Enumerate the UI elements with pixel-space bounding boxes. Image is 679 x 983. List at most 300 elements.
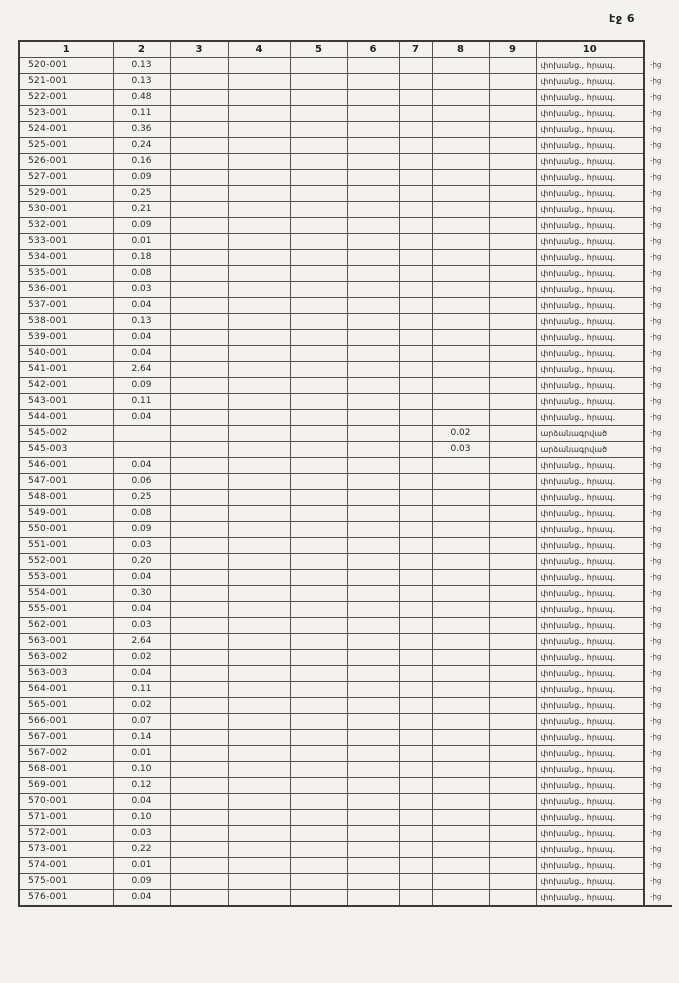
row-margin-note: -ից bbox=[650, 445, 662, 453]
cell-col2: 0.04 bbox=[113, 298, 170, 314]
cell-col3 bbox=[170, 74, 228, 90]
cell-col2: 0.04 bbox=[113, 890, 170, 907]
cell-col3 bbox=[170, 170, 228, 186]
cell-col2: 0.36 bbox=[113, 122, 170, 138]
cell-col4 bbox=[228, 394, 290, 410]
cell-col6 bbox=[347, 458, 399, 474]
cell-col5 bbox=[290, 538, 347, 554]
cell-col6 bbox=[347, 186, 399, 202]
cell-col3 bbox=[170, 186, 228, 202]
cell-col8 bbox=[432, 154, 489, 170]
cell-col6 bbox=[347, 154, 399, 170]
cell-col3 bbox=[170, 634, 228, 650]
cell-col4 bbox=[228, 554, 290, 570]
cell-col7 bbox=[399, 218, 432, 234]
cell-col1: 549-001 bbox=[19, 506, 113, 522]
cell-col1: 563-001 bbox=[19, 634, 113, 650]
cell-col6 bbox=[347, 618, 399, 634]
cell-col10: փոխանց., հրապ. bbox=[536, 666, 644, 682]
cell-col1: 554-001 bbox=[19, 586, 113, 602]
cell-col3 bbox=[170, 538, 228, 554]
row-margin-note: -ից bbox=[650, 253, 662, 261]
cell-col7 bbox=[399, 362, 432, 378]
cell-col1: 568-001 bbox=[19, 762, 113, 778]
cell-col2: 0.04 bbox=[113, 570, 170, 586]
cell-col5 bbox=[290, 74, 347, 90]
cell-col8 bbox=[432, 90, 489, 106]
cell-col1: 525-001 bbox=[19, 138, 113, 154]
cell-col9 bbox=[489, 474, 536, 490]
cell-col10: փոխանց., հրապ. bbox=[536, 874, 644, 890]
row-margin-note: -ից bbox=[650, 301, 662, 309]
cell-col7 bbox=[399, 186, 432, 202]
cell-col3 bbox=[170, 650, 228, 666]
row-margin-note: -ից bbox=[650, 877, 662, 885]
cell-col2: 0.04 bbox=[113, 330, 170, 346]
cell-col2: 0.21 bbox=[113, 202, 170, 218]
cell-col5 bbox=[290, 394, 347, 410]
row-margin-note: -ից bbox=[650, 493, 662, 501]
cell-col1: 534-001 bbox=[19, 250, 113, 266]
cell-col8 bbox=[432, 730, 489, 746]
cell-col2: 0.08 bbox=[113, 506, 170, 522]
cell-col1: 533-001 bbox=[19, 234, 113, 250]
cell-col1: 538-001 bbox=[19, 314, 113, 330]
cell-col3 bbox=[170, 410, 228, 426]
cell-col3 bbox=[170, 730, 228, 746]
row-margin-note: -ից bbox=[650, 141, 662, 149]
cell-col1: 521-001 bbox=[19, 74, 113, 90]
table-row bbox=[19, 506, 672, 522]
cell-col8 bbox=[432, 362, 489, 378]
cell-col5 bbox=[290, 650, 347, 666]
cell-col2: 0.03 bbox=[113, 618, 170, 634]
row-margin-note: -ից bbox=[650, 285, 662, 293]
cell-col1: 532-001 bbox=[19, 218, 113, 234]
cell-col9 bbox=[489, 394, 536, 410]
cell-col9 bbox=[489, 746, 536, 762]
cell-col4 bbox=[228, 410, 290, 426]
table-row bbox=[19, 186, 672, 202]
cell-col7 bbox=[399, 74, 432, 90]
cell-col7 bbox=[399, 314, 432, 330]
cell-col9 bbox=[489, 570, 536, 586]
cell-col10: փոխանց., հրապ. bbox=[536, 826, 644, 842]
cell-col4 bbox=[228, 634, 290, 650]
cell-col7 bbox=[399, 474, 432, 490]
cell-col5 bbox=[290, 554, 347, 570]
cell-col6 bbox=[347, 234, 399, 250]
cell-col5 bbox=[290, 202, 347, 218]
cell-col7 bbox=[399, 842, 432, 858]
cell-col6 bbox=[347, 634, 399, 650]
cell-col10: փոխանց., հրապ. bbox=[536, 378, 644, 394]
cell-col6 bbox=[347, 746, 399, 762]
cell-col4 bbox=[228, 522, 290, 538]
row-margin-note: -ից bbox=[650, 589, 662, 597]
cell-col5 bbox=[290, 618, 347, 634]
cell-col2: 0.18 bbox=[113, 250, 170, 266]
cell-col5 bbox=[290, 842, 347, 858]
table-row bbox=[19, 650, 672, 666]
cell-col7 bbox=[399, 154, 432, 170]
cell-col2 bbox=[113, 426, 170, 442]
cell-col6 bbox=[347, 538, 399, 554]
cell-col6 bbox=[347, 378, 399, 394]
cell-col9 bbox=[489, 122, 536, 138]
cell-col7 bbox=[399, 634, 432, 650]
cell-col4 bbox=[228, 74, 290, 90]
table-row bbox=[19, 330, 672, 346]
cell-col4 bbox=[228, 474, 290, 490]
cell-col4 bbox=[228, 730, 290, 746]
row-margin-note: -ից bbox=[650, 701, 662, 709]
cell-col1: 565-001 bbox=[19, 698, 113, 714]
row-margin-note: -ից bbox=[650, 557, 662, 565]
row-margin-note: -ից bbox=[650, 605, 662, 613]
cell-col4 bbox=[228, 586, 290, 602]
cell-col6 bbox=[347, 666, 399, 682]
cell-col7 bbox=[399, 730, 432, 746]
column-header-4: 4 bbox=[228, 41, 290, 58]
cell-col3 bbox=[170, 442, 228, 458]
cell-col5 bbox=[290, 330, 347, 346]
cell-col5 bbox=[290, 570, 347, 586]
cell-col4 bbox=[228, 874, 290, 890]
cell-col9 bbox=[489, 170, 536, 186]
cell-col8 bbox=[432, 138, 489, 154]
row-margin-note: -ից bbox=[650, 509, 662, 517]
row-margin-note: -ից bbox=[650, 317, 662, 325]
cell-col1: 537-001 bbox=[19, 298, 113, 314]
cell-col5 bbox=[290, 314, 347, 330]
cell-col9 bbox=[489, 538, 536, 554]
cell-col10: փոխանց., հրապ. bbox=[536, 218, 644, 234]
cell-col4 bbox=[228, 538, 290, 554]
cell-col9 bbox=[489, 346, 536, 362]
cell-col5 bbox=[290, 474, 347, 490]
cell-col3 bbox=[170, 282, 228, 298]
cell-col1: 562-001 bbox=[19, 618, 113, 634]
cell-col2: 0.02 bbox=[113, 698, 170, 714]
cell-col7 bbox=[399, 266, 432, 282]
column-header-9: 9 bbox=[489, 41, 536, 58]
cell-col10: փոխանց., հրապ. bbox=[536, 394, 644, 410]
cell-col4 bbox=[228, 314, 290, 330]
cell-col9 bbox=[489, 186, 536, 202]
cell-col10: փոխանց., հրապ. bbox=[536, 682, 644, 698]
cell-col7 bbox=[399, 570, 432, 586]
cell-col3 bbox=[170, 522, 228, 538]
data-table bbox=[18, 40, 672, 907]
cell-col7 bbox=[399, 490, 432, 506]
cell-col1: 543-001 bbox=[19, 394, 113, 410]
cell-col5 bbox=[290, 890, 347, 907]
cell-col1: 571-001 bbox=[19, 810, 113, 826]
cell-col5 bbox=[290, 746, 347, 762]
cell-col6 bbox=[347, 330, 399, 346]
cell-col2: 2.64 bbox=[113, 634, 170, 650]
cell-col9 bbox=[489, 234, 536, 250]
cell-col8 bbox=[432, 794, 489, 810]
cell-col9 bbox=[489, 410, 536, 426]
cell-col7 bbox=[399, 426, 432, 442]
row-margin-note: -ից bbox=[650, 333, 662, 341]
row-margin-note: -ից bbox=[650, 269, 662, 277]
table-row bbox=[19, 634, 672, 650]
cell-col3 bbox=[170, 218, 228, 234]
cell-col10: փոխանց., հրապ. bbox=[536, 698, 644, 714]
cell-col9 bbox=[489, 154, 536, 170]
column-header-5: 5 bbox=[290, 41, 347, 58]
cell-col7 bbox=[399, 122, 432, 138]
cell-col3 bbox=[170, 394, 228, 410]
cell-col10: արձանագրված bbox=[536, 442, 644, 458]
cell-col9 bbox=[489, 586, 536, 602]
cell-col6 bbox=[347, 346, 399, 362]
row-margin-note: -ից bbox=[644, 890, 672, 907]
cell-col3 bbox=[170, 314, 228, 330]
cell-col9 bbox=[489, 826, 536, 842]
cell-col2: 0.09 bbox=[113, 874, 170, 890]
cell-col1: 575-001 bbox=[19, 874, 113, 890]
cell-col8 bbox=[432, 346, 489, 362]
cell-col5 bbox=[290, 778, 347, 794]
cell-col6 bbox=[347, 522, 399, 538]
cell-col7 bbox=[399, 602, 432, 618]
cell-col2: 0.10 bbox=[113, 810, 170, 826]
cell-col5 bbox=[290, 58, 347, 74]
table-row bbox=[19, 250, 672, 266]
cell-col3 bbox=[170, 746, 228, 762]
row-margin-note: -ից bbox=[650, 397, 662, 405]
cell-col5 bbox=[290, 426, 347, 442]
row-margin-note: -ից bbox=[650, 637, 662, 645]
cell-col6 bbox=[347, 698, 399, 714]
cell-col5 bbox=[290, 490, 347, 506]
cell-col8 bbox=[432, 842, 489, 858]
cell-col3 bbox=[170, 298, 228, 314]
row-margin-note: -ից bbox=[650, 221, 662, 229]
cell-col3 bbox=[170, 458, 228, 474]
cell-col10: փոխանց., հրապ. bbox=[536, 154, 644, 170]
cell-col7 bbox=[399, 714, 432, 730]
cell-col4 bbox=[228, 666, 290, 682]
cell-col1: 563-002 bbox=[19, 650, 113, 666]
cell-col2 bbox=[113, 442, 170, 458]
table-row bbox=[19, 874, 672, 890]
cell-col2: 0.13 bbox=[113, 74, 170, 90]
cell-col10: փոխանց., հրապ. bbox=[536, 746, 644, 762]
cell-col6 bbox=[347, 778, 399, 794]
table-row bbox=[19, 714, 672, 730]
cell-col5 bbox=[290, 362, 347, 378]
cell-col6 bbox=[347, 602, 399, 618]
cell-col4 bbox=[228, 682, 290, 698]
cell-col9 bbox=[489, 666, 536, 682]
cell-col9 bbox=[489, 426, 536, 442]
cell-col3 bbox=[170, 234, 228, 250]
cell-col3 bbox=[170, 826, 228, 842]
cell-col5 bbox=[290, 698, 347, 714]
row-margin-note: -ից bbox=[650, 381, 662, 389]
cell-col3 bbox=[170, 762, 228, 778]
cell-col5 bbox=[290, 410, 347, 426]
table-row bbox=[19, 890, 672, 907]
cell-col8 bbox=[432, 618, 489, 634]
table-row bbox=[19, 538, 672, 554]
cell-col8 bbox=[432, 250, 489, 266]
row-margin-note: -ից bbox=[650, 61, 662, 69]
cell-col9 bbox=[489, 810, 536, 826]
cell-col3 bbox=[170, 874, 228, 890]
table-row bbox=[19, 474, 672, 490]
cell-col3 bbox=[170, 890, 228, 907]
cell-col9 bbox=[489, 458, 536, 474]
cell-col3 bbox=[170, 362, 228, 378]
cell-col2: 0.03 bbox=[113, 826, 170, 842]
cell-col5 bbox=[290, 666, 347, 682]
cell-col7 bbox=[399, 394, 432, 410]
table-row bbox=[19, 778, 672, 794]
cell-col1: 569-001 bbox=[19, 778, 113, 794]
cell-col9 bbox=[489, 682, 536, 698]
cell-col9 bbox=[489, 778, 536, 794]
cell-col1: 566-001 bbox=[19, 714, 113, 730]
cell-col3 bbox=[170, 138, 228, 154]
cell-col9 bbox=[489, 298, 536, 314]
cell-col8 bbox=[432, 538, 489, 554]
row-margin-note: -ից bbox=[650, 205, 662, 213]
cell-col10: փոխանց., հրապ. bbox=[536, 602, 644, 618]
row-margin-note: -ից bbox=[650, 77, 662, 85]
cell-col4 bbox=[228, 122, 290, 138]
cell-col5 bbox=[290, 234, 347, 250]
cell-col10: փոխանց., հրապ. bbox=[536, 186, 644, 202]
cell-col4 bbox=[228, 154, 290, 170]
cell-col3 bbox=[170, 90, 228, 106]
cell-col2: 0.30 bbox=[113, 586, 170, 602]
table-row bbox=[19, 90, 672, 106]
cell-col2: 0.13 bbox=[113, 314, 170, 330]
cell-col4 bbox=[228, 602, 290, 618]
cell-col5 bbox=[290, 458, 347, 474]
cell-col6 bbox=[347, 842, 399, 858]
cell-col4 bbox=[228, 826, 290, 842]
cell-col10: փոխանց., հրապ. bbox=[536, 730, 644, 746]
cell-col6 bbox=[347, 442, 399, 458]
table-row bbox=[19, 346, 672, 362]
cell-col7 bbox=[399, 346, 432, 362]
page-number-label: էջ 6 bbox=[609, 12, 635, 25]
cell-col4 bbox=[228, 714, 290, 730]
cell-col8 bbox=[432, 826, 489, 842]
cell-col10: փոխանց., հրապ. bbox=[536, 458, 644, 474]
cell-col4 bbox=[228, 778, 290, 794]
cell-col4 bbox=[228, 890, 290, 907]
table-row bbox=[19, 842, 672, 858]
cell-col5 bbox=[290, 298, 347, 314]
cell-col7 bbox=[399, 554, 432, 570]
cell-col8 bbox=[432, 314, 489, 330]
cell-col1: 541-001 bbox=[19, 362, 113, 378]
cell-col7 bbox=[399, 778, 432, 794]
row-margin-note: -ից bbox=[650, 525, 662, 533]
cell-col5 bbox=[290, 346, 347, 362]
cell-col6 bbox=[347, 570, 399, 586]
cell-col4 bbox=[228, 442, 290, 458]
cell-col1: 572-001 bbox=[19, 826, 113, 842]
cell-col3 bbox=[170, 490, 228, 506]
cell-col6 bbox=[347, 490, 399, 506]
cell-col1: 527-001 bbox=[19, 170, 113, 186]
cell-col9 bbox=[489, 522, 536, 538]
cell-col10: փոխանց., հրապ. bbox=[536, 554, 644, 570]
row-margin-note: -ից bbox=[650, 477, 662, 485]
cell-col2: 0.22 bbox=[113, 842, 170, 858]
cell-col2: 0.12 bbox=[113, 778, 170, 794]
cell-col8 bbox=[432, 378, 489, 394]
cell-col2: 0.25 bbox=[113, 490, 170, 506]
cell-col7 bbox=[399, 826, 432, 842]
cell-col4 bbox=[228, 650, 290, 666]
cell-col4 bbox=[228, 266, 290, 282]
column-header-3: 3 bbox=[170, 41, 228, 58]
cell-col10: փոխանց., հրապ. bbox=[536, 250, 644, 266]
cell-col5 bbox=[290, 250, 347, 266]
cell-col3 bbox=[170, 202, 228, 218]
cell-col4 bbox=[228, 426, 290, 442]
cell-col9 bbox=[489, 90, 536, 106]
cell-col7 bbox=[399, 762, 432, 778]
cell-col10: փոխանց., հրապ. bbox=[536, 618, 644, 634]
cell-col10: փոխանց., հրապ. bbox=[536, 202, 644, 218]
row-margin-note: -ից bbox=[650, 717, 662, 725]
cell-col5 bbox=[290, 442, 347, 458]
table-row bbox=[19, 394, 672, 410]
cell-col9 bbox=[489, 314, 536, 330]
cell-col10: փոխանց., հրապ. bbox=[536, 106, 644, 122]
cell-col5 bbox=[290, 266, 347, 282]
cell-col3 bbox=[170, 682, 228, 698]
cell-col5 bbox=[290, 378, 347, 394]
cell-col7 bbox=[399, 234, 432, 250]
cell-col10: փոխանց., հրապ. bbox=[536, 266, 644, 282]
cell-col5 bbox=[290, 858, 347, 874]
cell-col8 bbox=[432, 234, 489, 250]
cell-col4 bbox=[228, 330, 290, 346]
cell-col4 bbox=[228, 762, 290, 778]
cell-col4 bbox=[228, 250, 290, 266]
cell-col5 bbox=[290, 506, 347, 522]
cell-col3 bbox=[170, 586, 228, 602]
table-row bbox=[19, 218, 672, 234]
cell-col7 bbox=[399, 522, 432, 538]
row-margin-note: -ից bbox=[650, 733, 662, 741]
table-row bbox=[19, 282, 672, 298]
cell-col6 bbox=[347, 282, 399, 298]
cell-col9 bbox=[489, 890, 536, 907]
cell-col1: 540-001 bbox=[19, 346, 113, 362]
cell-col2: 0.16 bbox=[113, 154, 170, 170]
cell-col4 bbox=[228, 346, 290, 362]
table-row bbox=[19, 570, 672, 586]
cell-col6 bbox=[347, 106, 399, 122]
cell-col10: արձանագրված bbox=[536, 426, 644, 442]
cell-col8 bbox=[432, 106, 489, 122]
cell-col5 bbox=[290, 522, 347, 538]
table-row bbox=[19, 314, 672, 330]
